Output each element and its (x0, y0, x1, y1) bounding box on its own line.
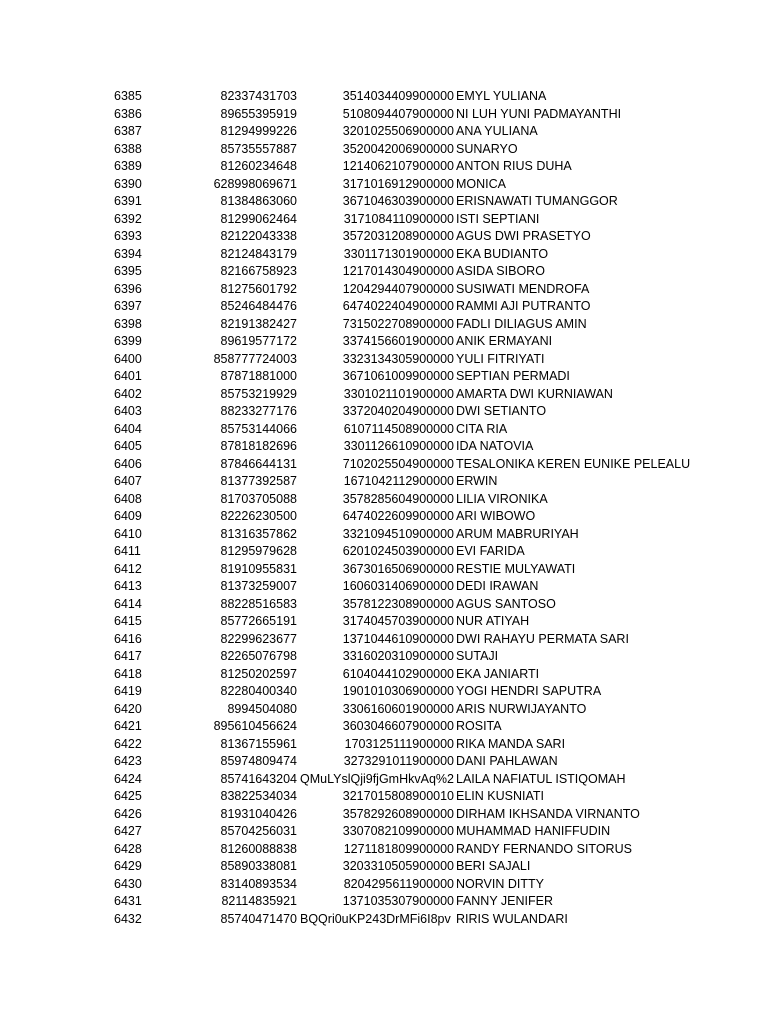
table-row (0, 596, 768, 614)
phone-number-cell: 895610456624 (213, 719, 297, 733)
phone-number-cell: 85753144066 (220, 421, 297, 436)
id-number-cell: 8204295611900000 (343, 876, 454, 891)
name-cell: NUR ATIYAH (456, 614, 530, 628)
row-number-cell: 6408 (114, 491, 142, 506)
name-cell: LILIA VIRONIKA (456, 491, 548, 506)
phone-number-cell: 83822534034 (220, 789, 297, 803)
row-number-cell: 6386 (114, 106, 142, 121)
name-cell: YULI FITRIYATI (456, 351, 545, 366)
name-cell: RESTIE MULYAWATI (456, 561, 576, 576)
table-row (0, 631, 768, 649)
name-cell: ERWIN (456, 474, 498, 488)
row-number-cell: 6401 (114, 369, 142, 383)
id-number-cell: 3306160601900000 (342, 701, 454, 716)
id-number-cell: 5108094407900000 (342, 106, 454, 121)
row-number-cell: 6390 (114, 176, 142, 191)
name-cell: SUSIWATI MENDROFA (456, 281, 590, 296)
id-number-cell: 1703125111900000 (344, 736, 454, 751)
id-number-cell: 6201024503900000 (342, 544, 454, 558)
table-row (0, 491, 768, 509)
id-number-cell: 3201025506900000 (342, 124, 454, 138)
id-number-cell: 3171016912900000 (342, 176, 454, 191)
name-cell: NI LUH YUNI PADMAYANTHI (456, 106, 622, 121)
phone-number-cell: 87871881000 (220, 369, 297, 383)
row-number-cell: 6407 (114, 474, 142, 488)
table-row (0, 526, 768, 544)
name-cell: EVI FARIDA (456, 544, 525, 558)
phone-number-cell: 88233277176 (220, 404, 297, 418)
phone-number-cell: 81260234648 (220, 159, 297, 173)
row-number-cell: 6409 (114, 509, 142, 523)
name-cell: ERISNAWATI TUMANGGOR (456, 194, 618, 208)
id-number-cell: 1671042112900000 (343, 474, 454, 488)
table-row (0, 228, 768, 246)
name-cell: SEPTIAN PERMADI (456, 369, 570, 383)
table-row (0, 438, 768, 456)
row-number-cell: 6420 (114, 701, 142, 716)
table-row (0, 368, 768, 386)
name-cell: ANTON RIUS DUHA (456, 159, 572, 173)
phone-number-cell: 82299623677 (220, 631, 297, 646)
phone-number-cell: 82124843179 (220, 246, 297, 261)
name-cell: SUTAJI (456, 649, 499, 663)
table-row (0, 578, 768, 596)
phone-number-cell: 81384863060 (220, 194, 297, 208)
phone-number-cell: 81931040426 (220, 806, 297, 821)
phone-number-cell: 87846644131 (220, 456, 297, 471)
phone-number-cell: 82226230500 (220, 509, 297, 523)
id-number-cell: 3673016506900000 (342, 561, 454, 576)
id-number-cell: 3514034409900000 (342, 89, 454, 103)
row-number-cell: 6430 (114, 876, 142, 891)
name-cell: TESALONIKA KEREN EUNIKE PELEALU (456, 456, 691, 471)
table-row (0, 456, 768, 474)
row-number-cell: 6422 (114, 736, 142, 751)
id-number-cell: 1371044610900000 (342, 631, 454, 646)
row-number-cell: 6391 (114, 194, 142, 208)
row-number-cell: 6428 (114, 841, 142, 856)
phone-number-cell: 81373259007 (220, 579, 297, 593)
id-number-cell: 1204294407900000 (342, 281, 454, 296)
phone-number-cell: 81294999226 (220, 124, 297, 138)
phone-number-cell: 83140893534 (220, 876, 297, 891)
row-number-cell: 6429 (114, 859, 142, 873)
row-number-cell: 6410 (114, 526, 142, 541)
table-row (0, 246, 768, 264)
row-number-cell: 6393 (114, 229, 142, 243)
table-row (0, 648, 768, 666)
row-number-cell: 6413 (114, 579, 142, 593)
id-number-cell: 3174045703900000 (342, 614, 454, 628)
phone-number-cell: 89619577172 (220, 334, 297, 348)
table-row (0, 193, 768, 211)
table-row (0, 473, 768, 491)
row-number-cell: 6421 (114, 719, 142, 733)
name-cell: ARIS NURWIJAYANTO (456, 701, 587, 716)
row-number-cell: 6415 (114, 614, 142, 628)
phone-number-cell: 858777724003 (213, 351, 297, 366)
table-row (0, 211, 768, 229)
name-cell: IDA NATOVIA (456, 439, 534, 453)
id-number-cell: 7102025504900000 (342, 456, 454, 471)
data-table (0, 88, 768, 928)
phone-number-cell: 85246484476 (220, 299, 297, 313)
id-number-cell: 6474022404900000 (342, 299, 454, 313)
table-row (0, 141, 768, 159)
table-row (0, 281, 768, 299)
name-cell: BERI SAJALI (456, 859, 531, 873)
table-row (0, 176, 768, 194)
name-cell: AGUS SANTOSO (456, 596, 556, 611)
table-row (0, 298, 768, 316)
row-number-cell: 6397 (114, 299, 142, 313)
name-cell: EMYL YULIANA (456, 89, 547, 103)
name-cell: ANA YULIANA (456, 124, 538, 138)
name-cell: SUNARYO (456, 141, 518, 156)
row-number-cell: 6402 (114, 386, 142, 401)
name-cell: ROSITA (456, 719, 502, 733)
row-number-cell: 6425 (114, 789, 142, 803)
id-number-cell: 3307082109900000 (342, 824, 454, 838)
phone-number-cell: 81703705088 (220, 491, 297, 506)
row-number-cell: 6419 (114, 684, 142, 698)
phone-number-cell: 85741643204 (220, 771, 297, 786)
name-cell: ASIDA SIBORO (456, 264, 545, 278)
table-row (0, 106, 768, 124)
id-number-cell: 1606031406900000 (342, 579, 454, 593)
name-cell: FADLI DILIAGUS AMIN (456, 316, 587, 331)
table-row (0, 736, 768, 754)
row-number-cell: 6431 (114, 894, 142, 908)
name-cell: AMARTA DWI KURNIAWAN (456, 386, 613, 401)
id-number-cell: 3301126610900000 (343, 439, 454, 453)
phone-number-cell: 82280400340 (220, 684, 297, 698)
name-cell: ARUM MABRURIYAH (456, 526, 579, 541)
phone-number-cell: 82265076798 (220, 649, 297, 663)
phone-number-cell: 85772665191 (220, 614, 297, 628)
phone-number-cell: 82114835921 (221, 894, 297, 908)
id-number-cell: 3578285604900000 (342, 491, 454, 506)
id-number-cell: BQQri0uKP243DrMFi6I8pv (300, 911, 451, 926)
table-row (0, 911, 768, 929)
row-number-cell: 6389 (114, 159, 142, 173)
table-row (0, 421, 768, 439)
row-number-cell: 6398 (114, 316, 142, 331)
phone-number-cell: 85704256031 (220, 824, 297, 838)
table-row (0, 718, 768, 736)
table-row (0, 893, 768, 911)
table-row (0, 88, 768, 106)
id-number-cell: 6104044102900000 (342, 666, 454, 681)
phone-number-cell: 81377392587 (220, 474, 297, 488)
id-number-cell: 3671046303900000 (342, 194, 454, 208)
id-number-cell: 3603046607900000 (342, 719, 454, 733)
row-number-cell: 6394 (114, 246, 142, 261)
name-cell: DANI PAHLAWAN (456, 754, 558, 768)
phone-number-cell: 81316357862 (220, 526, 297, 541)
table-row (0, 753, 768, 771)
row-number-cell: 6396 (114, 281, 142, 296)
id-number-cell: 7315022708900000 (342, 316, 454, 331)
name-cell: MONICA (456, 176, 506, 191)
row-number-cell: 6405 (114, 439, 142, 453)
id-number-cell: 1217014304900000 (342, 264, 454, 278)
table-row (0, 403, 768, 421)
id-number-cell: 6107114508900000 (343, 421, 454, 436)
name-cell: EKA JANIARTI (456, 666, 540, 681)
name-cell: ELIN KUSNIATI (456, 789, 544, 803)
phone-number-cell: 82191382427 (220, 316, 297, 331)
row-number-cell: 6417 (114, 649, 142, 663)
name-cell: ANIK ERMAYANI (456, 334, 553, 348)
phone-number-cell: 85735557887 (220, 141, 297, 156)
id-number-cell: 3316020310900000 (342, 649, 454, 663)
phone-number-cell: 81275601792 (220, 281, 297, 296)
row-number-cell: 6387 (114, 124, 142, 138)
table-row (0, 263, 768, 281)
phone-number-cell: 628998069671 (213, 176, 297, 191)
id-number-cell: 1901010306900000 (342, 684, 454, 698)
table-row (0, 561, 768, 579)
id-number-cell: 3374156601900000 (342, 334, 454, 348)
table-row (0, 806, 768, 824)
id-number-cell: 3321094510900000 (342, 526, 454, 541)
name-cell: CITA RIA (456, 421, 508, 436)
id-number-cell: 3203310505900000 (342, 859, 454, 873)
phone-number-cell: 85974809474 (220, 754, 297, 768)
table-row (0, 701, 768, 719)
row-number-cell: 6404 (114, 421, 142, 436)
phone-number-cell: 88228516583 (220, 596, 297, 611)
name-cell: DWI SETIANTO (456, 404, 547, 418)
table-row (0, 158, 768, 176)
row-number-cell: 6432 (114, 911, 142, 926)
name-cell: LAILA NAFIATUL ISTIQOMAH (456, 771, 626, 786)
id-number-cell: 3273291011900000 (343, 754, 454, 768)
phone-number-cell: 81295979628 (220, 544, 297, 558)
id-number-cell: 1371035307900000 (342, 894, 454, 908)
table-row (0, 123, 768, 141)
phone-number-cell: 81367155961 (220, 736, 297, 751)
table-row (0, 508, 768, 526)
id-number-cell: 3171084110900000 (343, 211, 454, 226)
phone-number-cell: 81910955831 (220, 561, 297, 576)
table-row (0, 543, 768, 561)
name-cell: MUHAMMAD HANIFFUDIN (456, 824, 611, 838)
table-row (0, 386, 768, 404)
table-row (0, 666, 768, 684)
id-number-cell: QMuLYslQji9fjGmHkvAq%2 (300, 771, 454, 786)
row-number-cell: 6424 (114, 771, 142, 786)
row-number-cell: 6400 (114, 351, 142, 366)
name-cell: ISTI SEPTIANI (456, 211, 540, 226)
id-number-cell: 3301171301900000 (343, 246, 454, 261)
row-number-cell: 6414 (114, 596, 142, 611)
phone-number-cell: 82337431703 (220, 89, 297, 103)
id-number-cell: 3578122308900000 (342, 596, 454, 611)
row-number-cell: 6399 (114, 334, 142, 348)
row-number-cell: 6385 (114, 89, 142, 103)
name-cell: AGUS DWI PRASETYO (456, 229, 591, 243)
phone-number-cell: 89655395919 (220, 106, 297, 121)
id-number-cell: 6474022609900000 (342, 509, 454, 523)
id-number-cell: 3520042006900000 (342, 141, 454, 156)
name-cell: RANDY FERNANDO SITORUS (456, 841, 632, 856)
row-number-cell: 6411 (114, 544, 141, 558)
row-number-cell: 6423 (114, 754, 142, 768)
row-number-cell: 6392 (114, 211, 142, 226)
phone-number-cell: 85753219929 (220, 386, 297, 401)
id-number-cell: 3323134305900000 (342, 351, 454, 366)
phone-number-cell: 81250202597 (220, 666, 297, 681)
phone-number-cell: 82166758923 (220, 264, 297, 278)
table-row (0, 333, 768, 351)
row-number-cell: 6427 (114, 824, 142, 838)
table-row (0, 351, 768, 369)
table-row (0, 316, 768, 334)
name-cell: DWI RAHAYU PERMATA SARI (456, 631, 629, 646)
row-number-cell: 6418 (114, 666, 142, 681)
row-number-cell: 6416 (114, 631, 142, 646)
name-cell: NORVIN DITTY (456, 876, 544, 891)
row-number-cell: 6412 (114, 561, 142, 576)
phone-number-cell: 87818182696 (220, 439, 297, 453)
table-row (0, 613, 768, 631)
phone-number-cell: 85740471470 (220, 911, 297, 926)
id-number-cell: 3578292608900000 (342, 806, 454, 821)
phone-number-cell: 81260088838 (220, 841, 297, 856)
table-row (0, 683, 768, 701)
id-number-cell: 1214062107900000 (342, 159, 454, 173)
phone-number-cell: 81299062464 (220, 211, 297, 226)
id-number-cell: 3372040204900000 (342, 404, 454, 418)
name-cell: RAMMI AJI PUTRANTO (456, 299, 591, 313)
table-row (0, 858, 768, 876)
name-cell: RIKA MANDA SARI (456, 736, 566, 751)
name-cell: RIRIS WULANDARI (456, 911, 568, 926)
table-row (0, 823, 768, 841)
table-row (0, 788, 768, 806)
table-row (0, 876, 768, 894)
name-cell: FANNY JENIFER (456, 894, 554, 908)
row-number-cell: 6403 (114, 404, 142, 418)
phone-number-cell: 8994504080 (227, 701, 297, 716)
name-cell: DEDI IRAWAN (456, 579, 539, 593)
id-number-cell: 1271181809900000 (343, 841, 454, 856)
phone-number-cell: 85890338081 (220, 859, 297, 873)
row-number-cell: 6388 (114, 141, 142, 156)
name-cell: DIRHAM IKHSANDA VIRNANTO (456, 806, 640, 821)
phone-number-cell: 82122043338 (220, 229, 297, 243)
id-number-cell: 3217015808900010 (342, 789, 454, 803)
id-number-cell: 3301021101900000 (343, 386, 454, 401)
id-number-cell: 3572031208900000 (342, 229, 454, 243)
name-cell: EKA BUDIANTO (456, 246, 549, 261)
id-number-cell: 3671061009900000 (342, 369, 454, 383)
row-number-cell: 6426 (114, 806, 142, 821)
table-row (0, 841, 768, 859)
row-number-cell: 6406 (114, 456, 142, 471)
name-cell: YOGI HENDRI SAPUTRA (456, 684, 602, 698)
row-number-cell: 6395 (114, 264, 142, 278)
table-row (0, 771, 768, 789)
name-cell: ARI WIBOWO (456, 509, 536, 523)
